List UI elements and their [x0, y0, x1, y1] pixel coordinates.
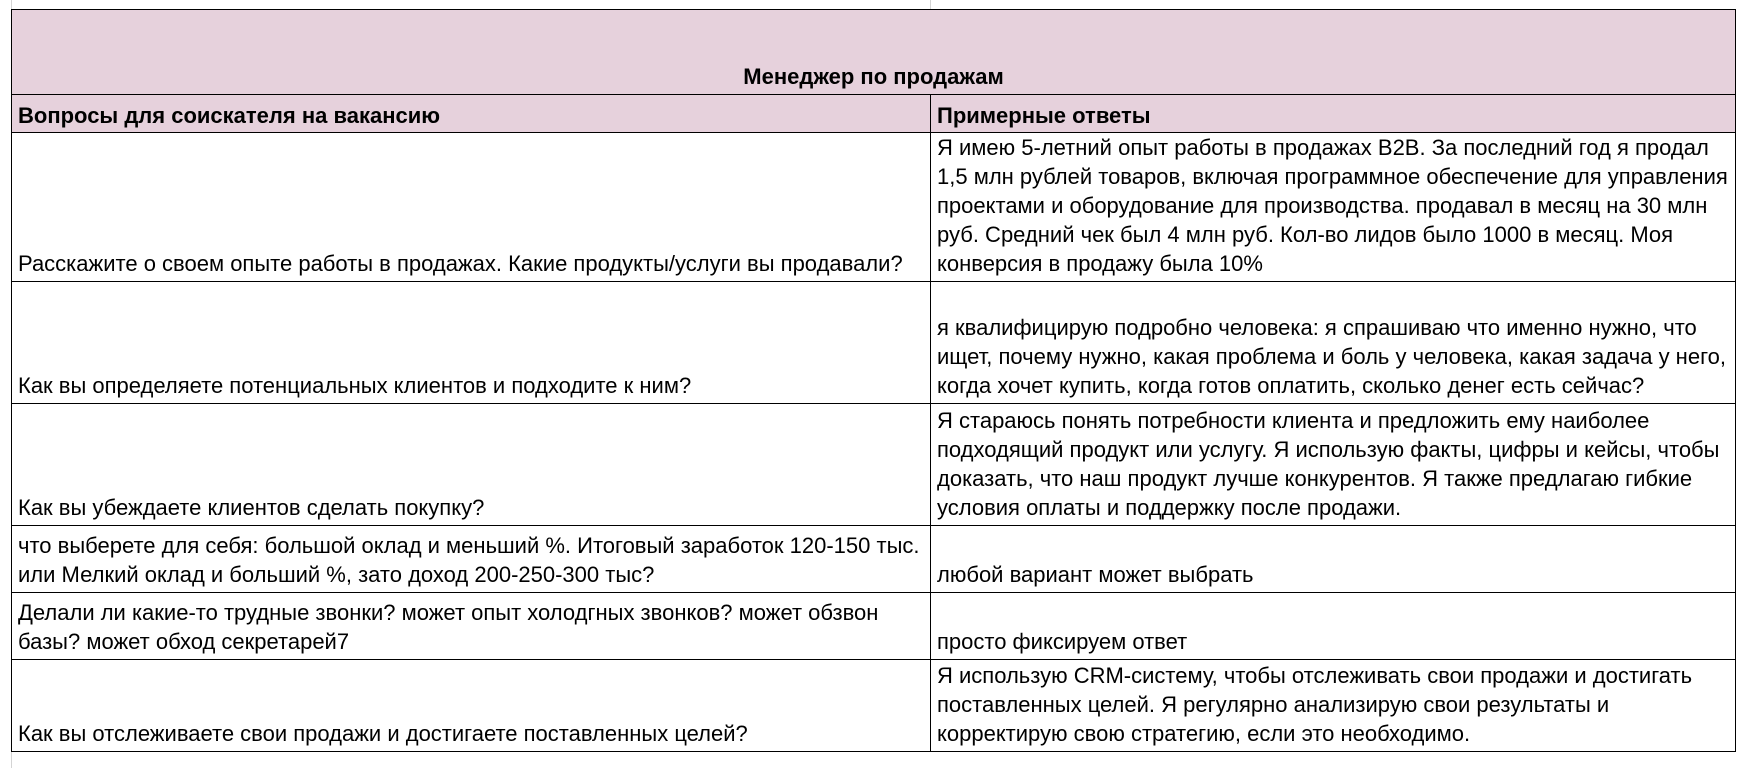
- answer-cell[interactable]: любой вариант может выбрать: [931, 526, 1736, 593]
- title-cell[interactable]: Менеджер по продажам: [12, 10, 1736, 95]
- table-row: [12, 133, 1736, 282]
- column-header-answers[interactable]: Примерные ответы: [931, 95, 1736, 133]
- question-cell[interactable]: Расскажите о своем опыте работы в продажах. Какие продукты/услуги вы продавали?: [12, 133, 931, 282]
- question-cell[interactable]: Как вы отслеживаете свои продажи и достигаете поставленных целей?: [12, 660, 931, 752]
- column-header-questions[interactable]: Вопросы для соискателя на вакансию: [12, 95, 931, 133]
- question-cell[interactable]: Делали ли какие-то трудные звонки? может опыт холодгных звонков? может обзвон базы? может обход секретарей7: [12, 593, 931, 660]
- answer-cell[interactable]: я квалифицирую подробно человека: я спрашиваю что именно нужно, что ищет, почему нужно, какая проблема и боль у человека, какая задача у него, когда хочет купить, когда готов оплатить, сколько денег есть сейчас?: [931, 282, 1736, 404]
- table-row: [12, 526, 1736, 593]
- question-cell[interactable]: Как вы определяете потенциальных клиентов и подходите к ним?: [12, 282, 931, 404]
- question-cell[interactable]: что выберете для себя: большой оклад и меньший %. Итоговый заработок 120-150 тыс. или Мелкий оклад и больший %, зато доход 200-250-300 тыс?: [12, 526, 931, 593]
- title-row: [12, 10, 1736, 95]
- table-row: [12, 593, 1736, 660]
- answer-cell[interactable]: Я имею 5-летний опыт работы в продажах B2B. За последний год я продал 1,5 млн рублей товаров, включая программное обеспечение для управления проектами и оборудование для производства. продавал в месяц на 30 млн руб. Средний чек был 4 млн руб. Кол-во лидов было 1000 в месяц. Моя конверсия в продажу была 10%: [931, 133, 1736, 282]
- gridline-separator: [930, 0, 931, 9]
- table-row: [12, 404, 1736, 526]
- table-row: [12, 282, 1736, 404]
- questions-table: [11, 9, 1736, 752]
- answer-cell[interactable]: Я использую CRM-систему, чтобы отслеживать свои продажи и достигать поставленных целей. Я регулярно анализирую свои результаты и корректирую свою стратегию, если это необходимо.: [931, 660, 1736, 752]
- answer-cell[interactable]: Я стараюсь понять потребности клиента и предложить ему наиболее подходящий продукт или услугу. Я использую факты, цифры и кейсы, чтобы доказать, что наш продукт лучше конкурентов. Я также предлагаю гибкие условия оплаты и поддержку после продажи.: [931, 404, 1736, 526]
- question-cell[interactable]: Как вы убеждаете клиентов сделать покупку?: [12, 404, 931, 526]
- answer-cell[interactable]: просто фиксируем ответ: [931, 593, 1736, 660]
- header-row: [12, 95, 1736, 133]
- table-row: [12, 660, 1736, 752]
